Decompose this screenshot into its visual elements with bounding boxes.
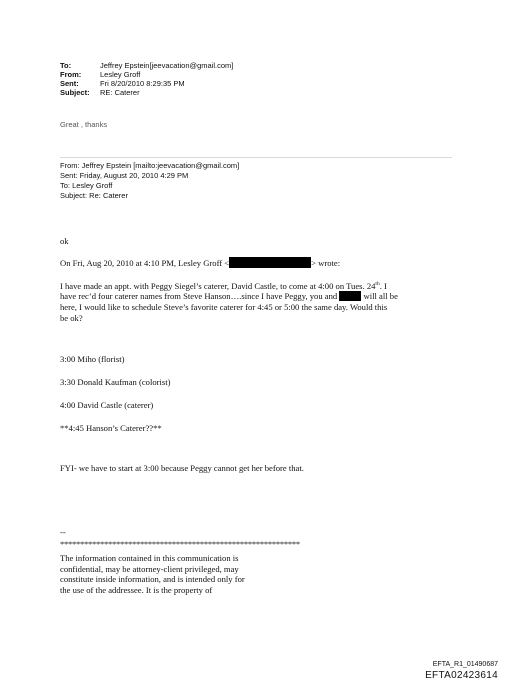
message-paragraph — [60, 279, 460, 323]
subject-label: Subject: — [60, 88, 90, 97]
subject-row — [60, 88, 140, 97]
quoted-subject: Subject: Re: Caterer — [60, 191, 128, 200]
redaction-box — [339, 291, 361, 301]
subject-value: RE: Caterer — [100, 88, 140, 97]
list-item: 3:00 Miho (florist) — [60, 354, 125, 364]
signature-dashes: -- — [60, 527, 66, 537]
ordinal-suffix: th — [375, 281, 380, 287]
from-value: Lesley Groff — [100, 70, 141, 79]
quote-attribution — [60, 257, 340, 269]
reply-body: Great , thanks — [60, 120, 108, 129]
redaction-box — [229, 257, 311, 268]
quoted-to: To: Lesley Groff — [60, 181, 113, 190]
disclaimer-line: the use of the addressee. It is the property of — [60, 584, 213, 595]
ok-text: ok — [60, 236, 69, 246]
list-item: **4:45 Hanson’s Caterer??** — [60, 423, 162, 433]
message-line-1-text: I have made an appt. with Peggy Siegel’s caterer, David Castle, to come at 4:00 on Tues. 24 — [60, 280, 376, 291]
quoted-from: From: Jeffrey Epstein [mailto:jeevacation@gmail.com] — [60, 161, 240, 170]
sent-label: Sent: — [60, 79, 79, 88]
bates-number-large: EFTA02423614 — [425, 670, 498, 681]
fyi-text: FYI- we have to start at 3:00 because Peggy cannot get her before that. — [60, 463, 304, 473]
message-line-3: here, I would like to schedule Steve’s favorite caterer for 4:45 or 5:00 the same day. Would this — [60, 302, 388, 313]
from-label: From: — [60, 70, 82, 79]
attribution-suffix: > wrote: — [311, 258, 341, 268]
message-line-1 — [60, 279, 460, 291]
message-line-2 — [60, 291, 460, 302]
attribution-prefix: On Fri, Aug 20, 2010 at 4:10 PM, Lesley Groff < — [60, 258, 230, 268]
quote-divider — [60, 157, 452, 158]
disclaimer — [60, 553, 360, 595]
quoted-sent: Sent: Friday, August 20, 2010 4:29 PM — [60, 171, 189, 180]
disclaimer-line: confidential, may be attorney-client privileged, may — [60, 563, 239, 574]
message-line-4: be ok? — [60, 312, 83, 323]
message-line-1-end: . I — [379, 280, 387, 291]
to-label: To: — [60, 61, 72, 70]
bates-number-small: EFTA_R1_01490687 — [432, 661, 498, 668]
sent-row — [60, 79, 185, 88]
stars-line: ************************************************************ — [60, 539, 300, 549]
disclaimer-line: constitute inside information, and is intended only for — [60, 574, 245, 585]
to-value: Jeffrey Epstein[jeevacation@gmail.com] — [100, 61, 234, 70]
from-row — [60, 70, 140, 79]
sent-value: Fri 8/20/2010 8:29:35 PM — [100, 79, 185, 88]
to-row — [60, 61, 233, 70]
list-item: 4:00 David Castle (caterer) — [60, 400, 154, 410]
message-line-2-text: have rec’d four caterer names from Steve Hanson….since I have Peggy, you and — [60, 291, 338, 302]
list-item: 3:30 Donald Kaufman (colorist) — [60, 377, 171, 387]
message-line-2-end: will all be — [363, 291, 398, 302]
disclaimer-line: The information contained in this communication is — [60, 553, 239, 563]
